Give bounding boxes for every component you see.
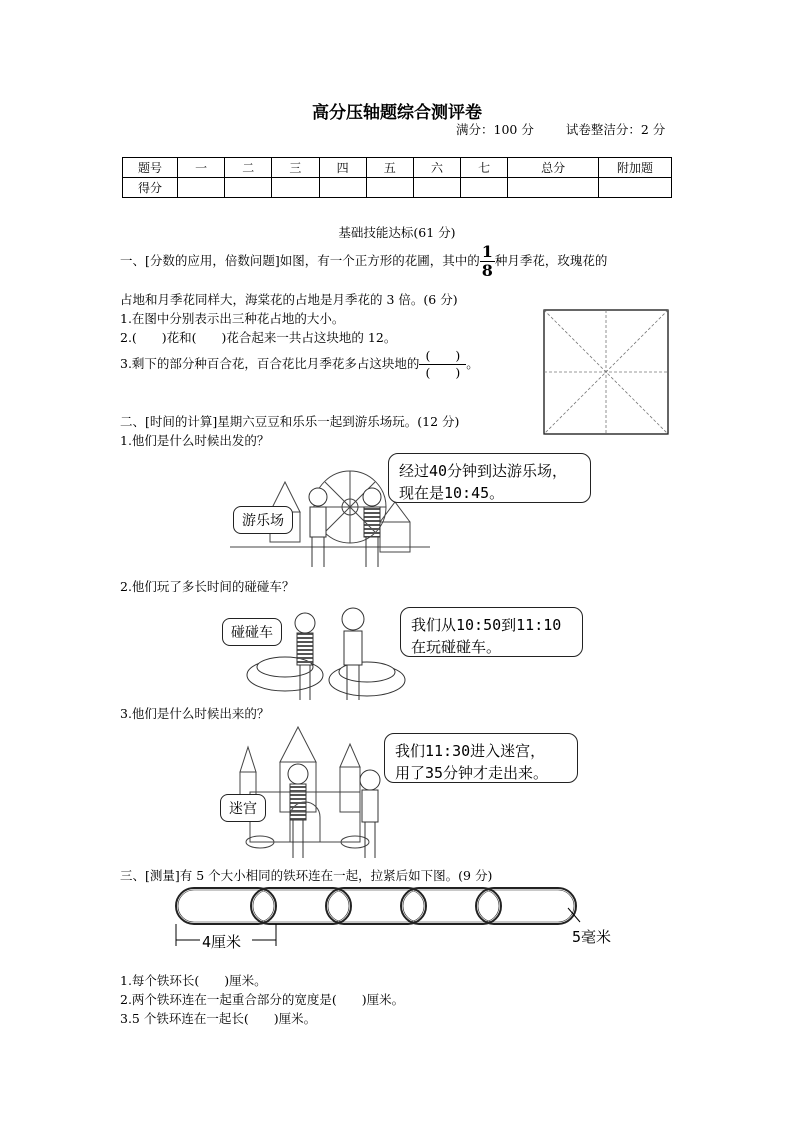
score-input-cell[interactable] — [413, 178, 460, 198]
bubble1-line2: 现在是10:45。 — [399, 484, 505, 502]
q1-sub3 — [120, 348, 479, 381]
bubble3-line1: 我们11:30进入迷宫， — [395, 742, 546, 760]
table-cell: 七 — [461, 158, 508, 178]
table-cell: 题号 — [123, 158, 178, 178]
q1-sub3-after: 。 — [466, 356, 479, 371]
bumper-car-sign: 碰碰车 — [222, 618, 282, 646]
q1-stem-before: 一、[分数的应用，倍数问题]如图，有一个正方形的花圃，其中的 — [120, 253, 480, 268]
speech-bubble-2 — [400, 607, 583, 657]
score-table-score-row — [123, 178, 672, 198]
table-cell: 五 — [366, 158, 413, 178]
speech-bubble-3 — [384, 733, 578, 783]
speech-bubble-1 — [388, 453, 591, 503]
q2-sub2: 2.他们玩了多长时间的碰碰车？ — [120, 579, 295, 594]
score-table — [122, 157, 672, 198]
q3-sub1: 1.每个铁环长( )厘米。 — [120, 973, 267, 988]
score-input-cell[interactable] — [272, 178, 319, 198]
table-cell: 三 — [272, 158, 319, 178]
fraction-numerator: 1 — [481, 242, 493, 261]
q2-sub1: 1.他们是什么时候出发的？ — [120, 433, 270, 448]
q1-sub1: 1.在图中分别表示出三种花占地的大小。 — [120, 311, 345, 326]
garden-square-diagram[interactable] — [543, 309, 669, 435]
fraction-one-eighth — [480, 243, 495, 280]
table-cell: 得分 — [123, 178, 178, 198]
q1-stem-after: 种月季花，玫瑰花的 — [494, 253, 608, 268]
score-input-cell[interactable] — [461, 178, 508, 198]
bubble2-line1: 我们从10:50到11:10 — [411, 616, 562, 634]
answer-fraction[interactable] — [419, 348, 466, 381]
q2-sub3: 3.他们是什么时候出来的？ — [120, 706, 270, 721]
q2-stem: 二、[时间的计算]星期六豆豆和乐乐一起到游乐场玩。(12 分) — [120, 414, 460, 429]
maze-castle-illustration — [230, 722, 390, 862]
page-title: 高分压轴题综合测评卷 — [312, 103, 482, 123]
answer-denominator[interactable]: ( ) — [425, 365, 461, 380]
q1-stem — [120, 243, 607, 280]
width-label: 5毫米 — [572, 928, 612, 946]
table-cell: 总分 — [508, 158, 599, 178]
q1-stem-line2: 占地和月季花同样大，海棠花的占地是月季花的 3 倍。(6 分) — [120, 292, 458, 307]
length-label: 4厘米 — [202, 933, 242, 951]
maze-sign: 迷宫 — [220, 794, 266, 822]
neat-score: 试卷整洁分：2 分 — [565, 122, 666, 137]
score-input-cell[interactable] — [178, 178, 225, 198]
answer-numerator[interactable]: ( ) — [419, 348, 466, 365]
score-info — [456, 120, 665, 138]
score-input-cell[interactable] — [366, 178, 413, 198]
score-input-cell[interactable] — [508, 178, 599, 198]
score-input-cell[interactable] — [319, 178, 366, 198]
fraction-denominator: 8 — [481, 261, 493, 280]
bubble1-line1: 经过40分钟到达游乐场， — [399, 462, 568, 480]
q1-sub3-before: 3.剩下的部分种百合花，百合花比月季花多占这块地的 — [120, 356, 420, 371]
bubble2-line2: 在玩碰碰车。 — [411, 638, 502, 656]
q3-stem: 三、[测量]有 5 个大小相同的铁环连在一起，拉紧后如下图。(9 分) — [120, 868, 493, 883]
table-cell: 一 — [178, 158, 225, 178]
score-input-cell[interactable] — [599, 178, 672, 198]
table-cell: 四 — [319, 158, 366, 178]
score-input-cell[interactable] — [225, 178, 272, 198]
section-title: 基础技能达标(61 分) — [338, 225, 456, 240]
table-cell: 二 — [225, 158, 272, 178]
park-sign: 游乐场 — [233, 506, 293, 534]
bubble3-line2: 用了35分钟才走出来。 — [395, 764, 549, 782]
full-score: 满分：100 分 — [456, 122, 534, 137]
score-table-header-row — [123, 158, 672, 178]
table-cell: 六 — [413, 158, 460, 178]
q1-sub2: 2.( )花和( )花合起来一共占这块地的 12。 — [120, 330, 397, 345]
table-cell: 附加题 — [599, 158, 672, 178]
q3-sub3: 3.5 个铁环连在一起长( )厘米。 — [120, 1011, 317, 1026]
q3-sub2: 2.两个铁环连在一起重合部分的宽度是( )厘米。 — [120, 992, 405, 1007]
